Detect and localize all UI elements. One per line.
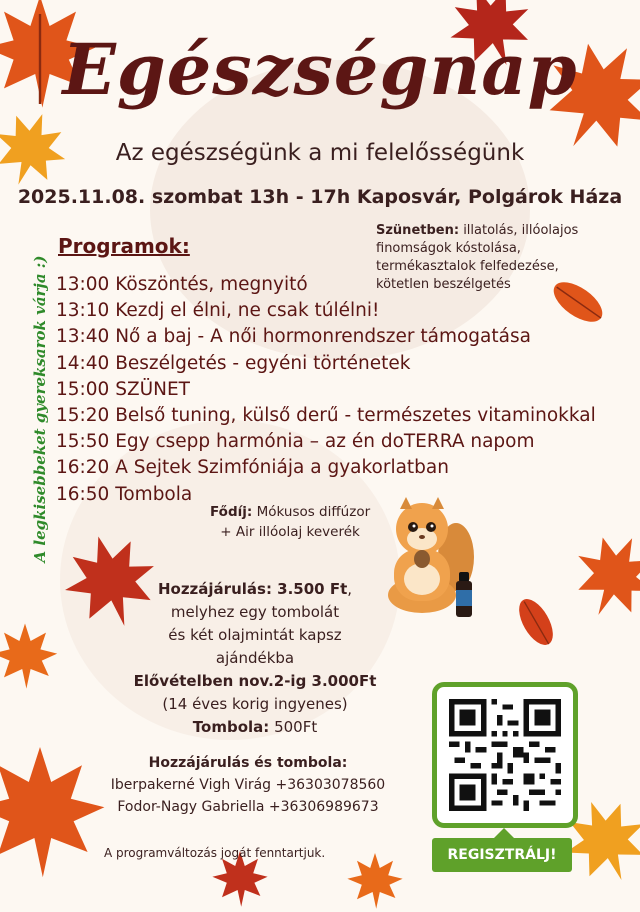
contribution-line: melyhez egy tombolát (170, 603, 340, 621)
subtitle: Az egészségünk a mi felelősségünk (115, 140, 525, 166)
break-label: Szünetben: (376, 223, 460, 238)
prize-line: + Air illóolaj keverék (220, 524, 360, 540)
raffle-label: Tombola: (192, 718, 270, 736)
raffle-price: 500Ft (274, 718, 318, 736)
schedule-item: 13:10 Kezdj el élni, ne csak túlélni! (56, 300, 380, 322)
contacts (98, 752, 398, 818)
schedule-item: 13:00 Köszöntés, megnyitó (56, 274, 308, 295)
break-line: finomságok kóstolása, (376, 241, 521, 256)
schedule-item: 15:20 Belső tuning, külső derű - természetes vitaminokkal (56, 405, 596, 427)
presale-price: Elővételben nov.2-ig 3.000Ft (133, 672, 377, 690)
schedule-item: 15:50 Egy csepp harmónia – az én doTERRA napom (56, 431, 535, 453)
footnote: A programváltozás jogát fenntartjuk. (104, 846, 326, 860)
break-line: termékasztalok felfedezése, (376, 259, 559, 274)
schedule-list (56, 272, 596, 508)
main-prize (210, 502, 370, 542)
contact-person: Fodor-Nagy Gabriella +36306989673 (117, 799, 379, 815)
schedule-item: 16:20 A Sejtek Szimfóniája a gyakorlatban (56, 457, 449, 479)
page-title: Egészségnap (62, 28, 578, 111)
contacts-heading: Hozzájárulás és tombola: (148, 755, 348, 771)
register-button[interactable]: REGISZTRÁLJ! (432, 838, 572, 872)
schedule-item: 16:50 Tombola (56, 483, 193, 505)
comma: , (347, 580, 353, 598)
kids-corner-note: A legkisebbeket gyereksarok várja :) (31, 255, 49, 563)
maple-leaf-icon (0, 740, 110, 880)
schedule-item: 14:40 Beszélgetés - egyéni történetek (56, 352, 411, 374)
prize-label: Fődíj: (210, 504, 253, 520)
contribution-line: és két olajmintát kapsz (168, 626, 342, 644)
contact-person: Iberpakerné Vigh Virág +36303078560 (110, 777, 386, 793)
youth-note: (14 éves korig ingyenes) (162, 695, 348, 713)
maple-leaf-icon (0, 620, 60, 690)
oil-bottle-image (454, 572, 474, 618)
contribution-info (110, 578, 400, 739)
programs-heading: Programok: (58, 234, 190, 258)
maple-leaf-icon (330, 850, 420, 910)
qr-code-frame[interactable] (432, 682, 578, 828)
date-location: 2025.11.08. szombat 13h - 17h Kaposvár, Polgárok Háza (17, 186, 623, 208)
contribution-line: ajándékba (215, 649, 295, 667)
schedule-item: 15:00 SZÜNET (56, 378, 190, 400)
schedule-item: 13:40 Nő a baj - A női hormonrendszer támogatása (56, 326, 531, 348)
maple-leaf-icon (551, 506, 640, 644)
qr-code-image[interactable] (449, 699, 561, 811)
break-line: kötetlen beszélgetés (376, 277, 511, 292)
prize-line: Mókusos diffúzor (256, 504, 371, 520)
break-text: illatolás, illóolajos (463, 223, 579, 238)
contribution-price: Hozzájárulás: 3.500 Ft (157, 580, 348, 598)
